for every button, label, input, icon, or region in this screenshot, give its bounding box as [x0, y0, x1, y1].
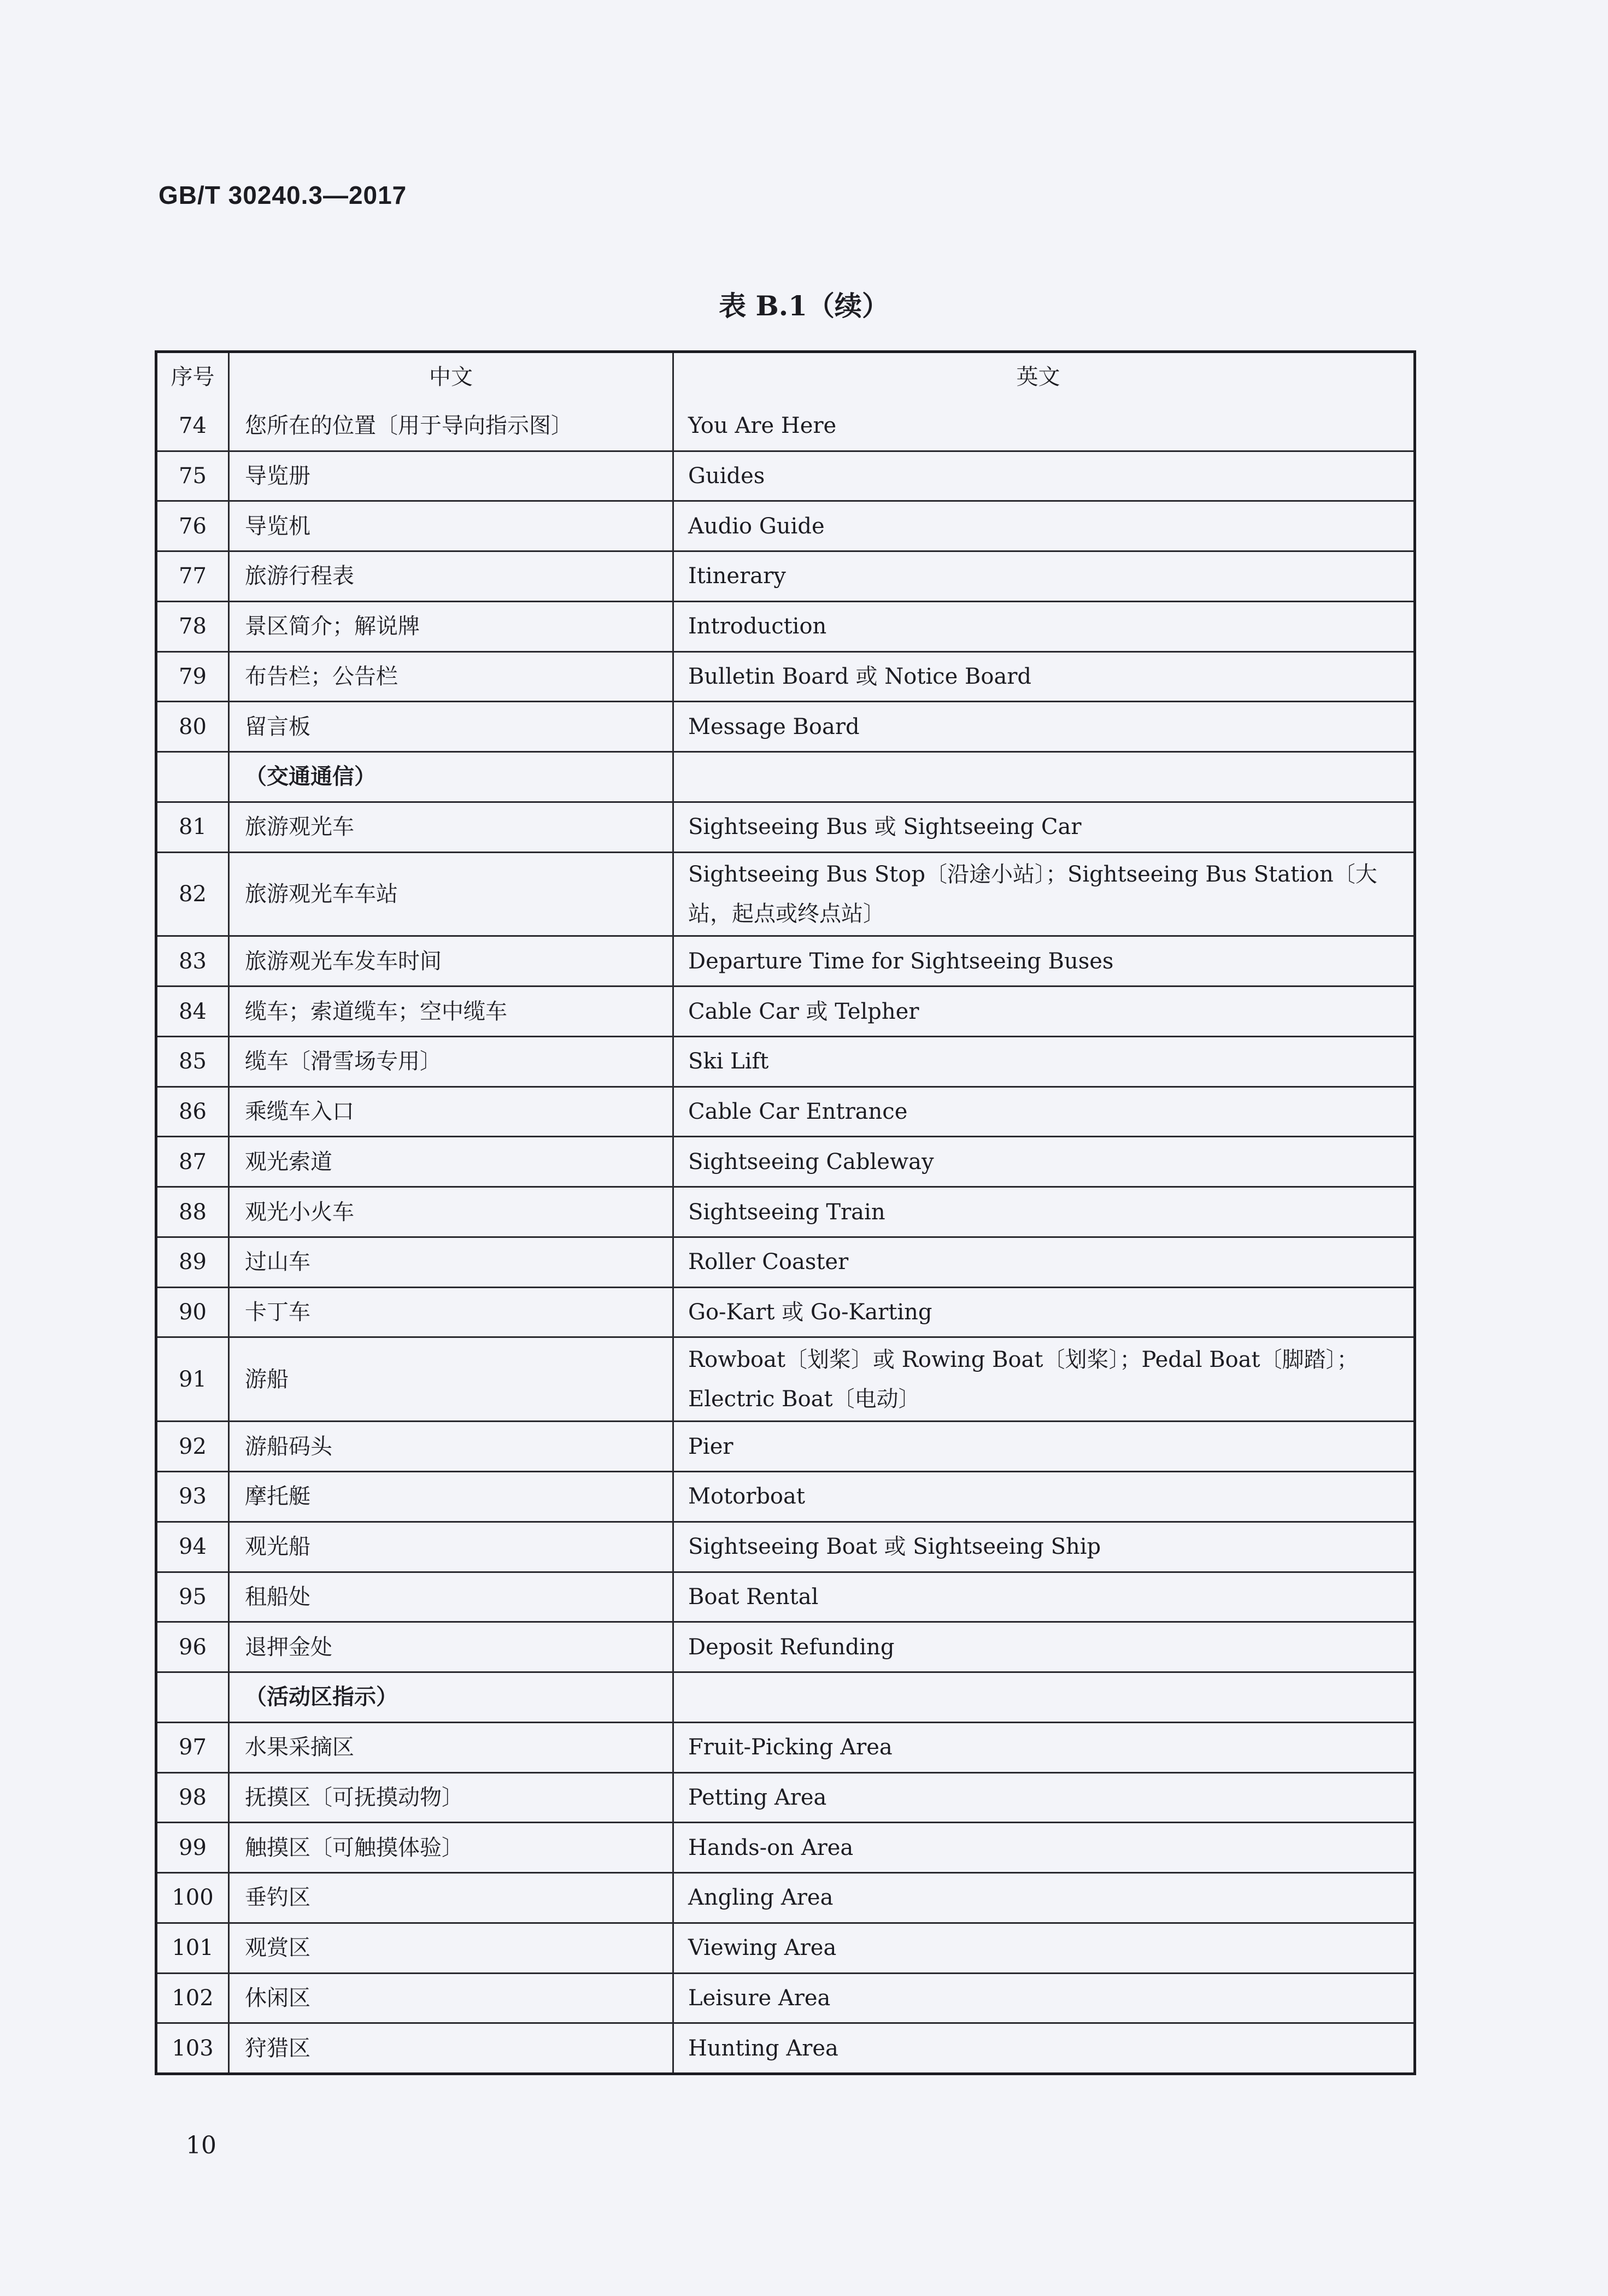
- english-term: Deposit Refunding: [688, 1634, 895, 1660]
- table-row: [157, 1772, 1413, 1822]
- english-term: Hunting Area: [688, 2035, 838, 2061]
- chinese-term: 留言板: [230, 702, 674, 751]
- row-number: 91: [157, 1338, 230, 1420]
- english-term: Sightseeing Cableway: [688, 1149, 934, 1175]
- row-number: 99: [157, 1823, 230, 1872]
- row-number: 85: [157, 1037, 230, 1086]
- english-term: Audio Guide: [688, 513, 825, 539]
- row-number: 101: [157, 1924, 230, 1972]
- english-term: Itinerary: [688, 563, 786, 589]
- english-term: Message Board: [688, 714, 860, 739]
- table-row: [157, 1036, 1413, 1086]
- english-term: You Are Here: [688, 413, 837, 439]
- chinese-term: 垂钓区: [230, 1874, 674, 1922]
- chinese-term: 触摸区〔可触摸体验〕: [230, 1823, 674, 1872]
- english-term: Ski Lift: [688, 1049, 769, 1074]
- chinese-term: 旅游观光车发车时间: [230, 937, 674, 985]
- english-term: [674, 753, 1413, 801]
- english-term: Sightseeing Bus Stop〔沿途小站〕；Sightseeing Bus Station〔大站，起点或终点站〕: [688, 861, 1377, 926]
- chinese-term: 缆车〔滑雪场专用〕: [230, 1037, 674, 1086]
- english-term: Roller Coaster: [688, 1249, 849, 1275]
- table-title: 表 B.1（续）: [719, 290, 889, 322]
- english-term: Departure Time for Sightseeing Buses: [688, 948, 1114, 974]
- table-row: [157, 852, 1413, 936]
- chinese-term: 狩猎区: [230, 2024, 674, 2072]
- row-number: 74: [157, 402, 230, 450]
- chinese-term: 观光小火车: [230, 1188, 674, 1236]
- chinese-term: 游船: [230, 1338, 674, 1420]
- row-number: 83: [157, 937, 230, 985]
- english-term: Sightseeing Boat 或 Sightseeing Ship: [688, 1534, 1101, 1560]
- table-row: [157, 402, 1413, 450]
- english-term: Hands-on Area: [688, 1835, 854, 1860]
- row-number: 80: [157, 702, 230, 751]
- table-row: [157, 1972, 1413, 2023]
- row-number: 79: [157, 653, 230, 701]
- english-term: Bulletin Board 或 Notice Board: [688, 663, 1032, 689]
- row-number: 89: [157, 1238, 230, 1287]
- english-term: Cable Car Entrance: [688, 1099, 908, 1124]
- table-row: [157, 801, 1413, 852]
- chinese-term: 布告栏；公告栏: [230, 653, 674, 701]
- chinese-term: 租船处: [230, 1573, 674, 1622]
- section-row: [157, 1671, 1413, 1722]
- table-row: [157, 1086, 1413, 1136]
- english-term: Cable Car 或 Telpher: [688, 999, 919, 1024]
- column-header-english: 英文: [1016, 365, 1060, 390]
- table-row: [157, 1420, 1413, 1471]
- row-number: 84: [157, 987, 230, 1036]
- english-term: Pier: [688, 1434, 733, 1459]
- english-term: Introduction: [688, 614, 827, 639]
- chinese-term: 旅游观光车: [230, 803, 674, 852]
- english-term: [674, 1673, 1413, 1722]
- row-number: 92: [157, 1422, 230, 1471]
- english-term: Fruit-Picking Area: [688, 1735, 893, 1760]
- chinese-term: 导览册: [230, 452, 674, 501]
- row-number: 95: [157, 1573, 230, 1622]
- chinese-term: （交通通信）: [230, 753, 674, 801]
- row-number: 103: [157, 2024, 230, 2072]
- english-term: Motorboat: [688, 1484, 805, 1510]
- chinese-term: 卡丁车: [230, 1288, 674, 1337]
- table-row: [157, 601, 1413, 651]
- english-term: Go-Kart 或 Go-Karting: [688, 1300, 932, 1325]
- table-row: [157, 2022, 1413, 2072]
- chinese-term: （活动区指示）: [230, 1673, 674, 1722]
- chinese-term: 观光船: [230, 1523, 674, 1571]
- table-row: [157, 450, 1413, 501]
- terms-table: [155, 350, 1416, 2075]
- table-row: [157, 935, 1413, 985]
- english-term: Viewing Area: [688, 1935, 837, 1961]
- table-row: [157, 1722, 1413, 1772]
- row-number: 78: [157, 602, 230, 651]
- table-row: [157, 1287, 1413, 1337]
- chinese-term: 景区简介；解说牌: [230, 602, 674, 651]
- english-term: Petting Area: [688, 1784, 827, 1810]
- english-term: Angling Area: [688, 1885, 834, 1911]
- chinese-term: 抚摸区〔可抚摸动物〕: [230, 1774, 674, 1822]
- chinese-term: 旅游观光车车站: [230, 853, 674, 936]
- english-term: Leisure Area: [688, 1985, 831, 2011]
- table-row: [157, 1621, 1413, 1671]
- table-row: [157, 1136, 1413, 1186]
- row-number: 102: [157, 1974, 230, 2023]
- row-number: 88: [157, 1188, 230, 1236]
- table-row: [157, 1336, 1413, 1420]
- chinese-term: 退押金处: [230, 1623, 674, 1671]
- chinese-term: 摩托艇: [230, 1472, 674, 1521]
- row-number: 94: [157, 1523, 230, 1571]
- table-row: [157, 1571, 1413, 1622]
- chinese-term: 观光索道: [230, 1137, 674, 1186]
- chinese-term: 乘缆车入口: [230, 1088, 674, 1136]
- row-number: 97: [157, 1723, 230, 1772]
- row-number: [157, 753, 230, 801]
- row-number: 86: [157, 1088, 230, 1136]
- row-number: 90: [157, 1288, 230, 1337]
- table-row: [157, 701, 1413, 751]
- chinese-term: 您所在的位置〔用于导向指示图〕: [230, 402, 674, 450]
- table-row: [157, 1471, 1413, 1521]
- chinese-term: 旅游行程表: [230, 552, 674, 601]
- section-row: [157, 751, 1413, 801]
- row-number: 77: [157, 552, 230, 601]
- row-number: 98: [157, 1774, 230, 1822]
- row-number: 81: [157, 803, 230, 852]
- chinese-term: 导览机: [230, 502, 674, 550]
- row-number: 87: [157, 1137, 230, 1186]
- table-header-row: [157, 353, 1413, 402]
- chinese-term: 水果采摘区: [230, 1723, 674, 1772]
- row-number: 100: [157, 1874, 230, 1922]
- row-number: [157, 1673, 230, 1722]
- english-term: Sightseeing Bus 或 Sightseeing Car: [688, 814, 1082, 840]
- english-term: Sightseeing Train: [688, 1199, 885, 1225]
- column-header-number: 序号: [157, 353, 230, 402]
- table-row: [157, 1186, 1413, 1236]
- table-row: [157, 1822, 1413, 1872]
- table-row: [157, 550, 1413, 601]
- row-number: 82: [157, 853, 230, 936]
- table-row: [157, 500, 1413, 550]
- chinese-term: 游船码头: [230, 1422, 674, 1471]
- table-row: [157, 651, 1413, 701]
- table-row: [157, 985, 1413, 1036]
- row-number: 75: [157, 452, 230, 501]
- row-number: 76: [157, 502, 230, 550]
- chinese-term: 过山车: [230, 1238, 674, 1287]
- english-term: Rowboat〔划桨〕或 Rowing Boat〔划桨〕；Pedal Boat〔脚踏〕；Electric Boat〔电动〕: [688, 1347, 1359, 1412]
- row-number: 93: [157, 1472, 230, 1521]
- english-term: Guides: [688, 463, 765, 489]
- page-number: 10: [186, 2131, 216, 2159]
- table-row: [157, 1236, 1413, 1287]
- standard-code: GB/T 30240.3—2017: [159, 181, 407, 209]
- table-row: [157, 1922, 1413, 1972]
- chinese-term: 缆车；索道缆车；空中缆车: [230, 987, 674, 1036]
- row-number: 96: [157, 1623, 230, 1671]
- chinese-term: 休闲区: [230, 1974, 674, 2023]
- english-term: Boat Rental: [688, 1584, 819, 1610]
- table-row: [157, 1521, 1413, 1571]
- column-header-chinese: 中文: [230, 353, 674, 402]
- chinese-term: 观赏区: [230, 1924, 674, 1972]
- table-row: [157, 1872, 1413, 1922]
